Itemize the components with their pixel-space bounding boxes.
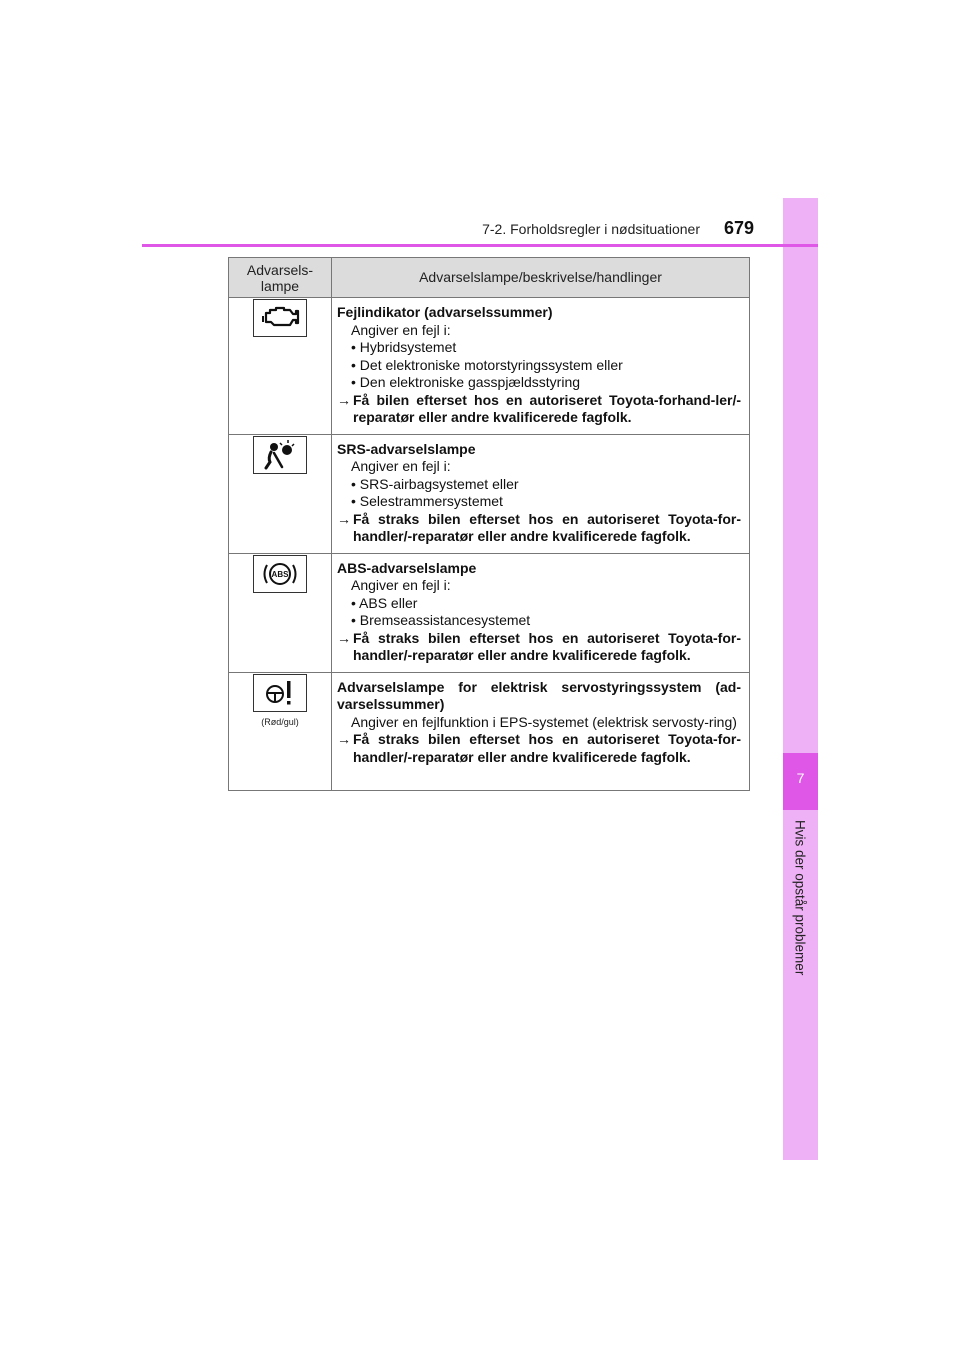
bullet-item: • Selestrammersystemet [351,493,503,509]
table-row [229,298,750,435]
chapter-side-tab [783,198,818,1160]
abs-icon [253,555,307,593]
chapter-label-text: Hvis der opstår problemer [792,820,808,976]
lamp-title: Advarselslampe for elektrisk servostyringssystem (ad-varselssummer) [337,678,741,712]
description-cell [332,553,750,672]
lamp-cell [229,298,332,435]
bullet-item: • Det elektroniske motorstyringssystem eller [351,356,623,373]
bullet-item: • ABS eller [351,594,418,611]
lamp-title: Fejlindikator (advarselssummer) [337,304,553,320]
section-title: 7-2. Forholdsregler i nødsituationer [482,221,700,237]
col-header-lamp: Advarsels- lampe [229,258,332,298]
lamp-intro: Angiver en fejl i: [351,321,451,338]
page-number: 679 [723,218,755,238]
arrow-icon: → [337,731,351,747]
chapter-number: 7 [796,770,805,786]
table-row [229,553,750,672]
action-text: → Få bilen efterset hos en autoriseret Toyota-forhand-ler/-reparatør eller andre kvalificerede fagfolk. [337,391,741,425]
action-text: → Få straks bilen efterset hos en autoriseret Toyota-for-handler/-reparatør eller andre kvalificerede fagfolk. [337,731,741,765]
srs-airbag-icon [253,436,307,474]
lamp-title: SRS-advarselslampe [337,440,476,457]
chapter-label [768,820,832,1000]
action-text: → Få straks bilen efterset hos en autoriseret Toyota-for-handler/-reparatør eller andre kvalificerede fagfolk. [337,510,741,544]
arrow-icon: → [337,629,351,646]
bullet-item: • Hybridsystemet [351,339,457,355]
description-cell [332,672,750,790]
table-row [229,434,750,553]
arrow-icon: → [337,510,351,527]
header-rule [142,244,818,247]
bullet-item: • Bremseassistancesystemet [351,612,531,628]
table-row [229,672,750,790]
lamp-title: ABS-advarselslampe [337,559,477,576]
col-header-description: Advarselslampe/beskrivelse/handlinger [332,258,750,298]
lamp-intro: Angiver en fejl i: [351,458,451,474]
warning-lamp-table [228,257,750,791]
svg-text:ABS: ABS [271,569,289,579]
lamp-cell [229,434,332,553]
lamp-color-note: (Rød/gul) [261,716,299,727]
lamp-intro: Angiver en fejl i: [351,577,451,593]
engine-check-icon [253,299,307,337]
bullet-item: • SRS-airbagsystemet eller [351,475,519,492]
lamp-intro: Angiver en fejlfunktion i EPS-systemet (elektrisk servosty-ring) [351,713,737,730]
lamp-cell [229,553,332,672]
table-header-row [229,258,750,298]
description-cell [332,434,750,553]
description-cell [332,298,750,435]
bullet-item: • Den elektroniske gasspjældsstyring [351,374,581,390]
action-text: → Få straks bilen efterset hos en autoriseret Toyota-for-handler/-reparatør eller andre kvalificerede fagfolk. [337,629,741,663]
arrow-icon: → [337,391,351,408]
lamp-cell [229,672,332,790]
eps-steering-warning-icon [253,674,307,712]
